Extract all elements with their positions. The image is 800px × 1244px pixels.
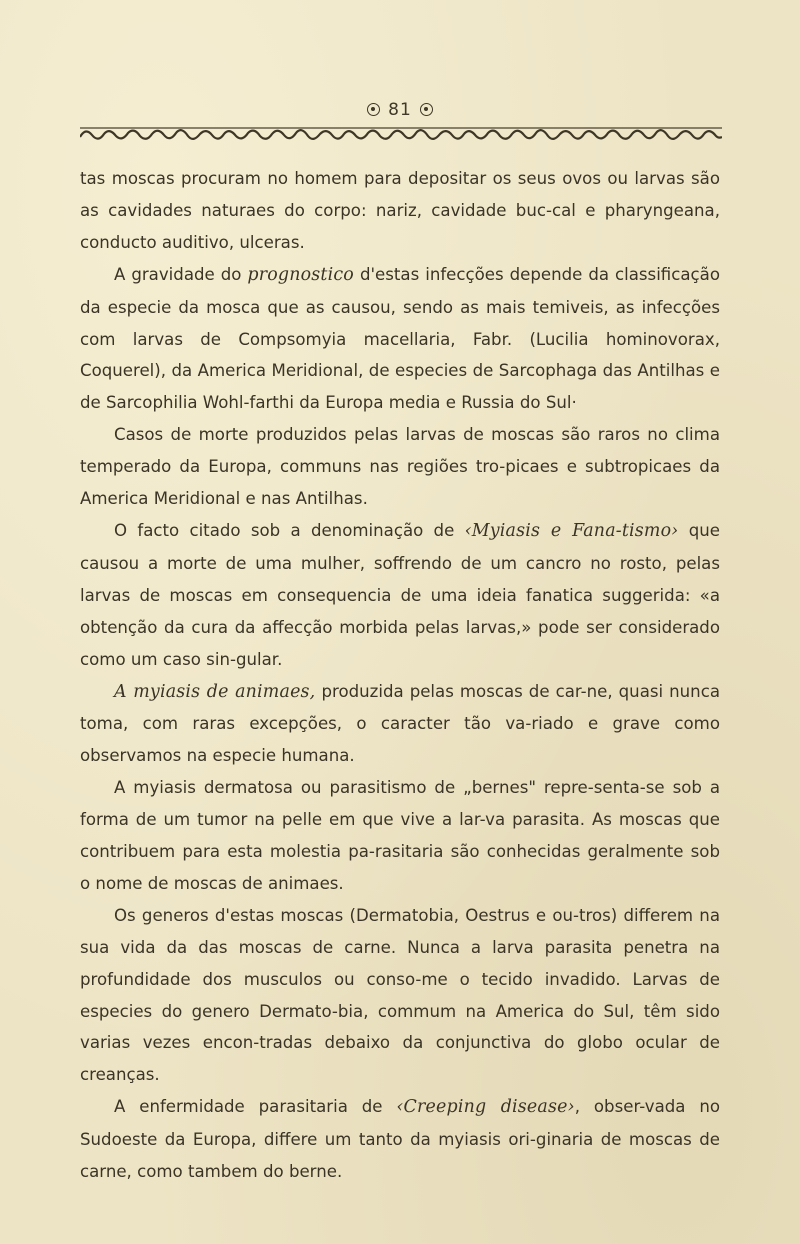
paragraph-text: tas moscas procuram no homem para depositar os seus ovos ou larvas são as cavidades naturaes do corpo: nariz, cavidade buc-cal e pharyngeana, conducto auditivo, ulceras.	[80, 169, 720, 252]
paragraph	[80, 676, 720, 773]
paragraph-text: Casos de morte produzidos pelas larvas de moscas são raros no clima temperado da Europa, communs nas regiões tro-picaes e subtropicaes da America Meridional e nas Antilhas.	[80, 425, 720, 509]
paragraph-text: Os generos d'estas moscas (Dermatobia, Oestrus e ou-tros) differem na sua vida da das moscas de carne. Nunca a larva parasita penetra na profundidade dos musculos ou conso-me o tecido invadido. Larvas de especies do genero Dermato-bia, commum na America do Sul, têm sido varias vezes encon-tradas debaixo da conjunctiva do globo ocular de creanças.	[80, 905, 720, 1085]
paragraph	[80, 419, 720, 515]
paragraph	[80, 1091, 720, 1188]
ornamental-wavy-rule	[80, 125, 722, 141]
page-header	[0, 100, 800, 120]
paragraph-text: , obser-vada no Sudoeste da Europa, differe um tanto da myiasis ori-ginaria de moscas de carne, como tambem do berne.	[80, 1097, 720, 1182]
paragraph	[80, 515, 720, 676]
wavy-rule-path	[80, 130, 722, 139]
paragraph	[80, 259, 720, 420]
italic-text: ‹Myiasis e Fana-tismo›	[464, 520, 679, 541]
paragraph-text: A myiasis dermatosa ou parasitismo de „bernes" repre-senta-se sob a forma de um tumor na pelle em que vive a lar-va parasita. As moscas que contribuem para esta molestia pa-rasitaria são conhecidas geralmente sob o nome de moscas de animaes.	[80, 778, 720, 893]
italic-text: ‹Creeping disease›	[396, 1097, 575, 1118]
paragraph-text: que causou a morte de uma mulher, soffrendo de um cancro no rosto, pelas larvas de moscas em consequencia de uma ideia fanatica suggerida: «a obtenção da cura da affecção morbida pelas larvas,» pode ser considerado como um caso sin-gular.	[80, 520, 720, 669]
paragraph	[80, 163, 720, 259]
page-number: 81	[388, 100, 412, 120]
paragraph-text: A enfermidade parasitaria de	[114, 1097, 397, 1117]
paragraph-text: O facto citado sob a denominação de	[114, 520, 465, 540]
circle-ornament-icon	[420, 103, 433, 116]
paragraph	[80, 900, 720, 1091]
paragraph	[80, 772, 720, 900]
paragraph-text: produzida pelas moscas de car-ne, quasi nunca toma, com raras excepções, o caracter tão va-riado e grave como observamos na especie humana.	[80, 681, 720, 766]
circle-ornament-icon	[367, 103, 380, 116]
italic-text: A myiasis de animaes,	[114, 681, 316, 702]
paragraph-text: A gravidade do	[114, 264, 248, 284]
paragraph-text: d'estas infecções depende da classificação da especie da mosca que as causou, sendo as mais temiveis, as infecções com larvas de Compsomyia macellaria, Fabr. (Lucilia hominovorax, Coquerel), da America Meridional, de especies de Sarcophaga das Antilhas e de Sarcophilia Wohl-farthi da Europa media e Russia do Sul·	[80, 264, 721, 413]
body-text	[80, 163, 720, 1188]
italic-text: prognostico	[247, 264, 354, 285]
